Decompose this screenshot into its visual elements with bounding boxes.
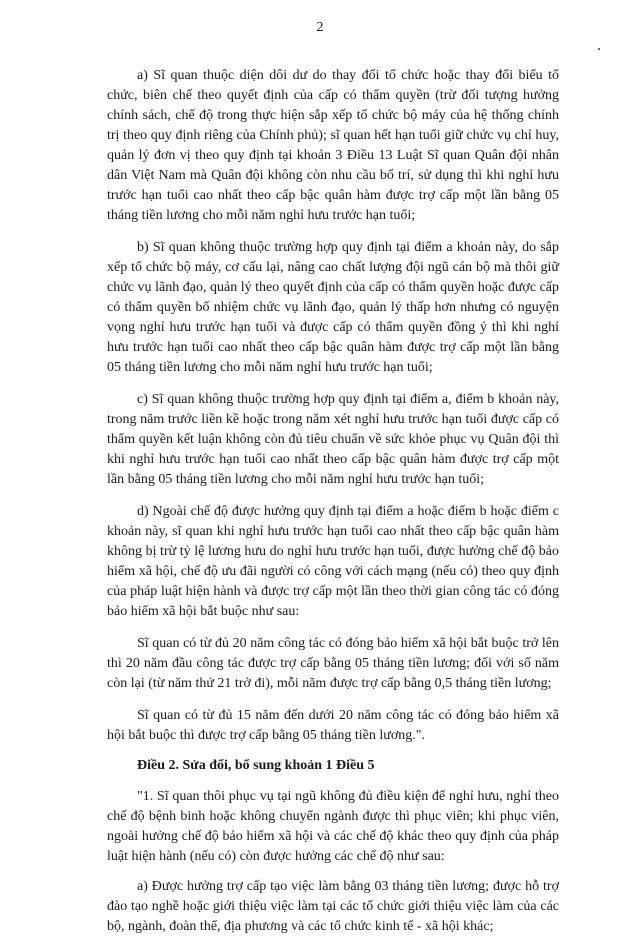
- document-body: [107, 66, 559, 949]
- article-2-heading: Điều 2. Sửa đổi, bổ sung khoản 1 Điều 5: [137, 758, 375, 773]
- paragraph-allowance-20-years: Sĩ quan có từ đủ 20 năm công tác có đóng bảo hiểm xã hội bắt buộc trở lên thì 20 năm đầu công tác được trợ cấp bằng 05 tháng tiền lương; đối với số năm còn lại (từ năm thứ 21 trở đi), mỗi năm được trợ cấp bằng 0,5 tháng tiền lương;: [107, 636, 559, 691]
- paragraph-clause-1-point-a: a) Được hưởng trợ cấp tạo việc làm bằng 03 tháng tiền lương; được hỗ trợ đào tạo nghề hoặc giới thiệu việc làm tại các tổ chức giới thiệu việc làm của các bộ, ngành, đoàn thể, địa phương và các tổ chức kinh tế - xã hội khác;: [107, 879, 559, 934]
- scan-speck: [598, 48, 600, 50]
- paragraph-point-b: b) Sĩ quan không thuộc trường hợp quy định tại điểm a khoản này, do sắp xếp tổ chức bộ máy, cơ cấu lại, nâng cao chất lượng đội ngũ cán bộ mà thôi giữ chức vụ lãnh đạo, quản lý theo quyết định của cấp có thẩm quyền hoặc được cấp có thẩm quyền bổ nhiệm chức vụ lãnh đạo, quản lý thấp hơn nhưng có nguyện vọng nghỉ hưu trước hạn tuổi và được cấp có thẩm quyền đồng ý thì khi nghỉ hưu trước hạn tuổi cao nhất theo cấp bậc quân hàm được trợ cấp một lần bằng 05 tháng tiền lương cho mỗi năm nghỉ hưu trước hạn tuổi;: [107, 240, 559, 375]
- paragraph-point-d: d) Ngoài chế độ được hưởng quy định tại điểm a hoặc điểm b hoặc điểm c khoản này, sĩ quan khi nghỉ hưu trước hạn tuổi cao nhất theo cấp bậc quân hàm không bị trừ tỷ lệ lương hưu do nghỉ hưu trước hạn tuổi, được hưởng chế độ bảo hiểm xã hội, chế độ ưu đãi người có công với cách mạng (nếu có) theo quy định của pháp luật hiện hành và được trợ cấp một lần theo thời gian công tác có đóng bảo hiểm xã hội bắt buộc như sau:: [107, 504, 559, 619]
- paragraph-allowance-15-years: Sĩ quan có từ đủ 15 năm đến dưới 20 năm công tác có đóng bảo hiểm xã hội bắt buộc thì được trợ cấp bằng 05 tháng tiền lương.".: [107, 708, 559, 743]
- paragraph-point-c: c) Sĩ quan không thuộc trường hợp quy định tại điểm a, điểm b khoản này, trong năm trước liền kề hoặc trong năm xét nghỉ hưu trước hạn tuổi được cấp có thẩm quyền kết luận không còn đủ tiêu chuẩn về sức khỏe phục vụ Quân đội thì khi nghỉ hưu trước hạn tuổi cao nhất theo cấp bậc quân hàm được trợ cấp một lần bằng 05 tháng tiền lương cho mỗi năm nghỉ hưu trước hạn tuổi;: [107, 392, 559, 487]
- paragraph-point-a: a) Sĩ quan thuộc diện dôi dư do thay đổi tổ chức hoặc thay đổi biểu tổ chức, biên chế theo quyết định của cấp có thẩm quyền (trừ đối tượng hưởng chính sách, chế độ trong thực hiện sắp xếp tổ chức bộ máy của hệ thống chính trị theo quy định riêng của Chính phủ); sĩ quan hết hạn tuổi giữ chức vụ chỉ huy, quản lý đơn vị theo quy định tại khoản 3 Điều 13 Luật Sĩ quan Quân đội nhân dân Việt Nam mà Quân đội không còn nhu cầu bố trí, sử dụng thì khi nghỉ hưu trước hạn tuổi cao nhất theo cấp bậc quân hàm được trợ cấp một lần bằng 05 tháng tiền lương cho mỗi năm nghỉ hưu trước hạn tuổi;: [107, 68, 559, 223]
- paragraph-clause-1: "1. Sĩ quan thôi phục vụ tại ngũ không đủ điều kiện để nghỉ hưu, nghỉ theo chế độ bệnh binh hoặc không chuyển ngành được thì phục viên; khi phục viên, ngoài hưởng chế độ bảo hiểm xã hội và các chế độ khác theo quy định của pháp luật hiện hành (nếu có) còn được hưởng các chế độ như sau:: [107, 789, 559, 864]
- page-number: 2: [316, 20, 324, 35]
